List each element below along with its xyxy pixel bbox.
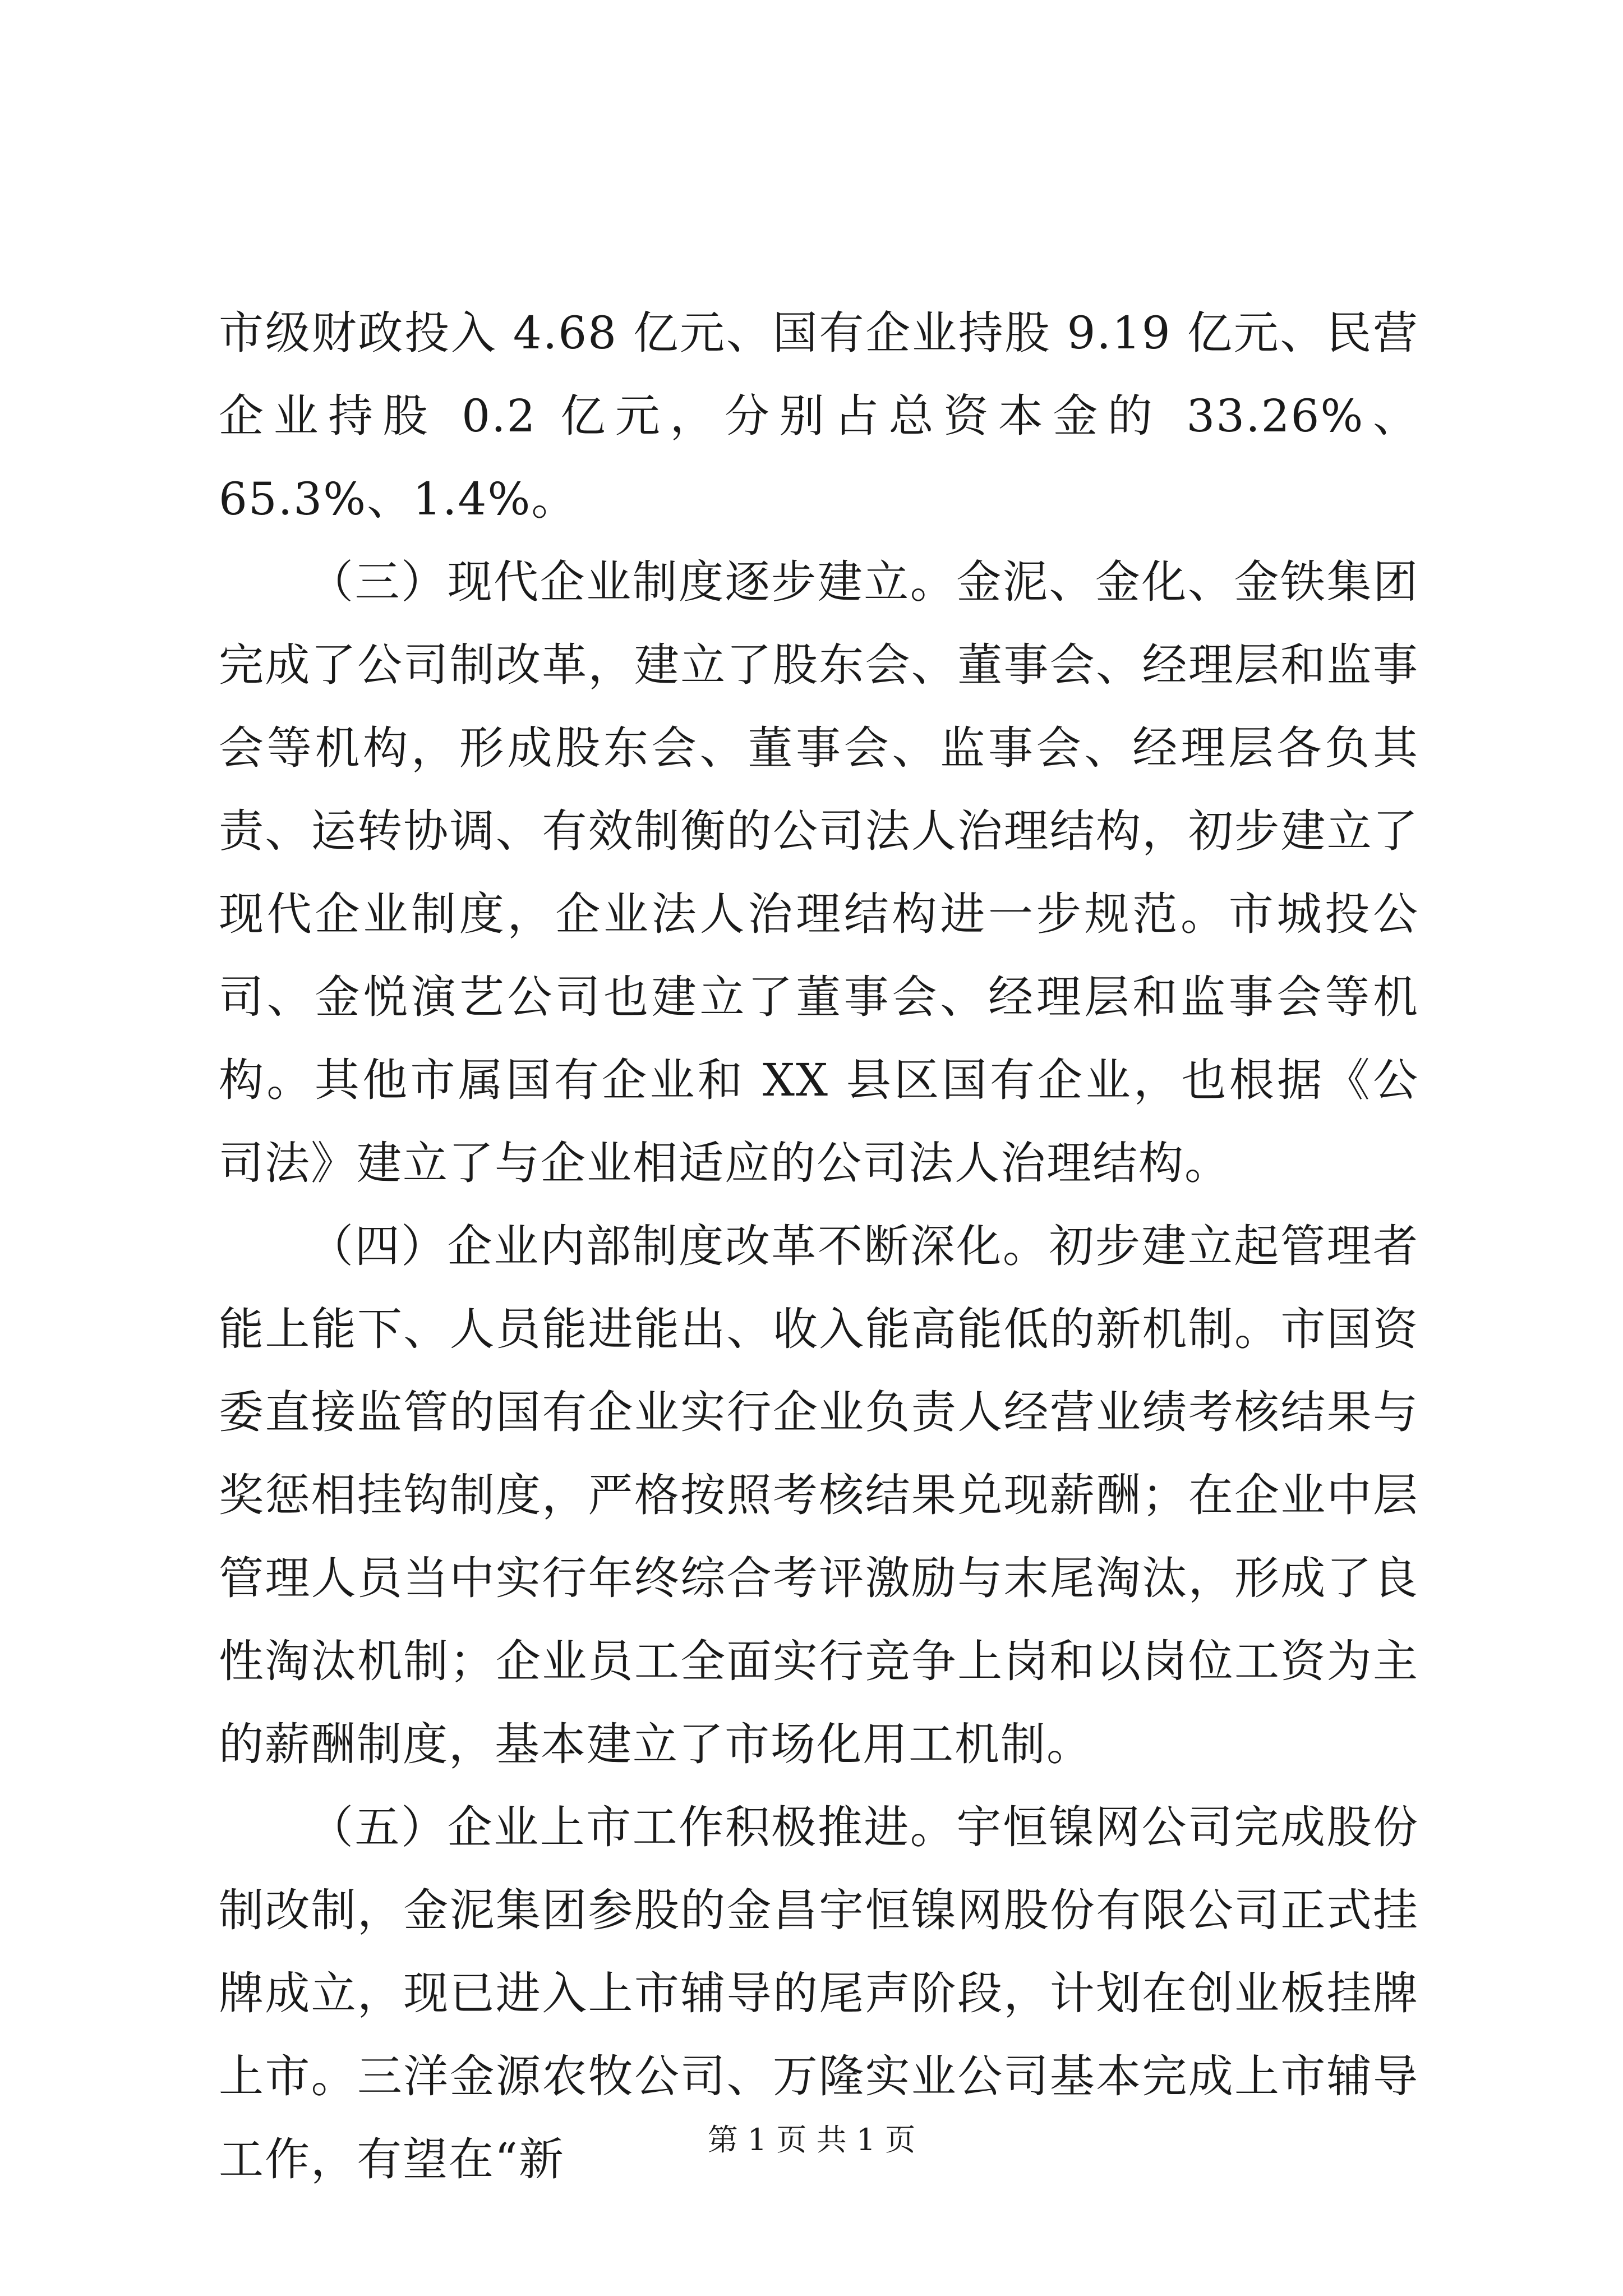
page-footer: 第 1 页 共 1 页 (707, 2122, 916, 2157)
paragraph-4: （五）企业上市工作积极推进。宇恒镍网公司完成股份制改制，金泥集团参股的金昌宇恒镍网股份有限公司正式挂牌成立，现已进入上市辅导的尾声阶段，计划在创业板挂牌上市。三洋金源农牧公司、万隆实业公司基本完成上市辅导工作，有望在“新 (219, 1801, 1419, 2185)
document-body (219, 292, 1419, 2201)
paragraph-2: （三）现代企业制度逐步建立。金泥、金化、金铁集团完成了公司制改革，建立了股东会、董事会、经理层和监事会等机构，形成股东会、董事会、监事会、经理层各负其责、运转协调、有效制衡的公司法人治理结构，初步建立了现代企业制度，企业法人治理结构进一步规范。市城投公司、金悦演艺公司也建立了董事会、经理层和监事会等机构。其他市属国有企业和 XX 县区国有企业，也根据《公司法》建立了与企业相适应的公司法人治理结构。 (219, 556, 1419, 1189)
paragraph-3: （四）企业内部制度改革不断深化。初步建立起管理者能上能下、人员能进能出、收入能高能低的新机制。市国资委直接监管的国有企业实行企业负责人经营业绩考核结果与奖惩相挂钩制度，严格按照考核结果兑现薪酬；在企业中层管理人员当中实行年终综合考评激励与末尾淘汰，形成了良性淘汰机制；企业员工全面实行竞争上岗和以岗位工资为主的薪酬制度，基本建立了市场化用工机制。 (219, 1220, 1419, 1770)
paragraph-1: 市级财政投入 4.68 亿元、国有企业持股 9.19 亿元、民营企业持股 0.2 亿元，分别占总资本金的 33.26%、65.3%、1.4%。 (219, 307, 1419, 525)
